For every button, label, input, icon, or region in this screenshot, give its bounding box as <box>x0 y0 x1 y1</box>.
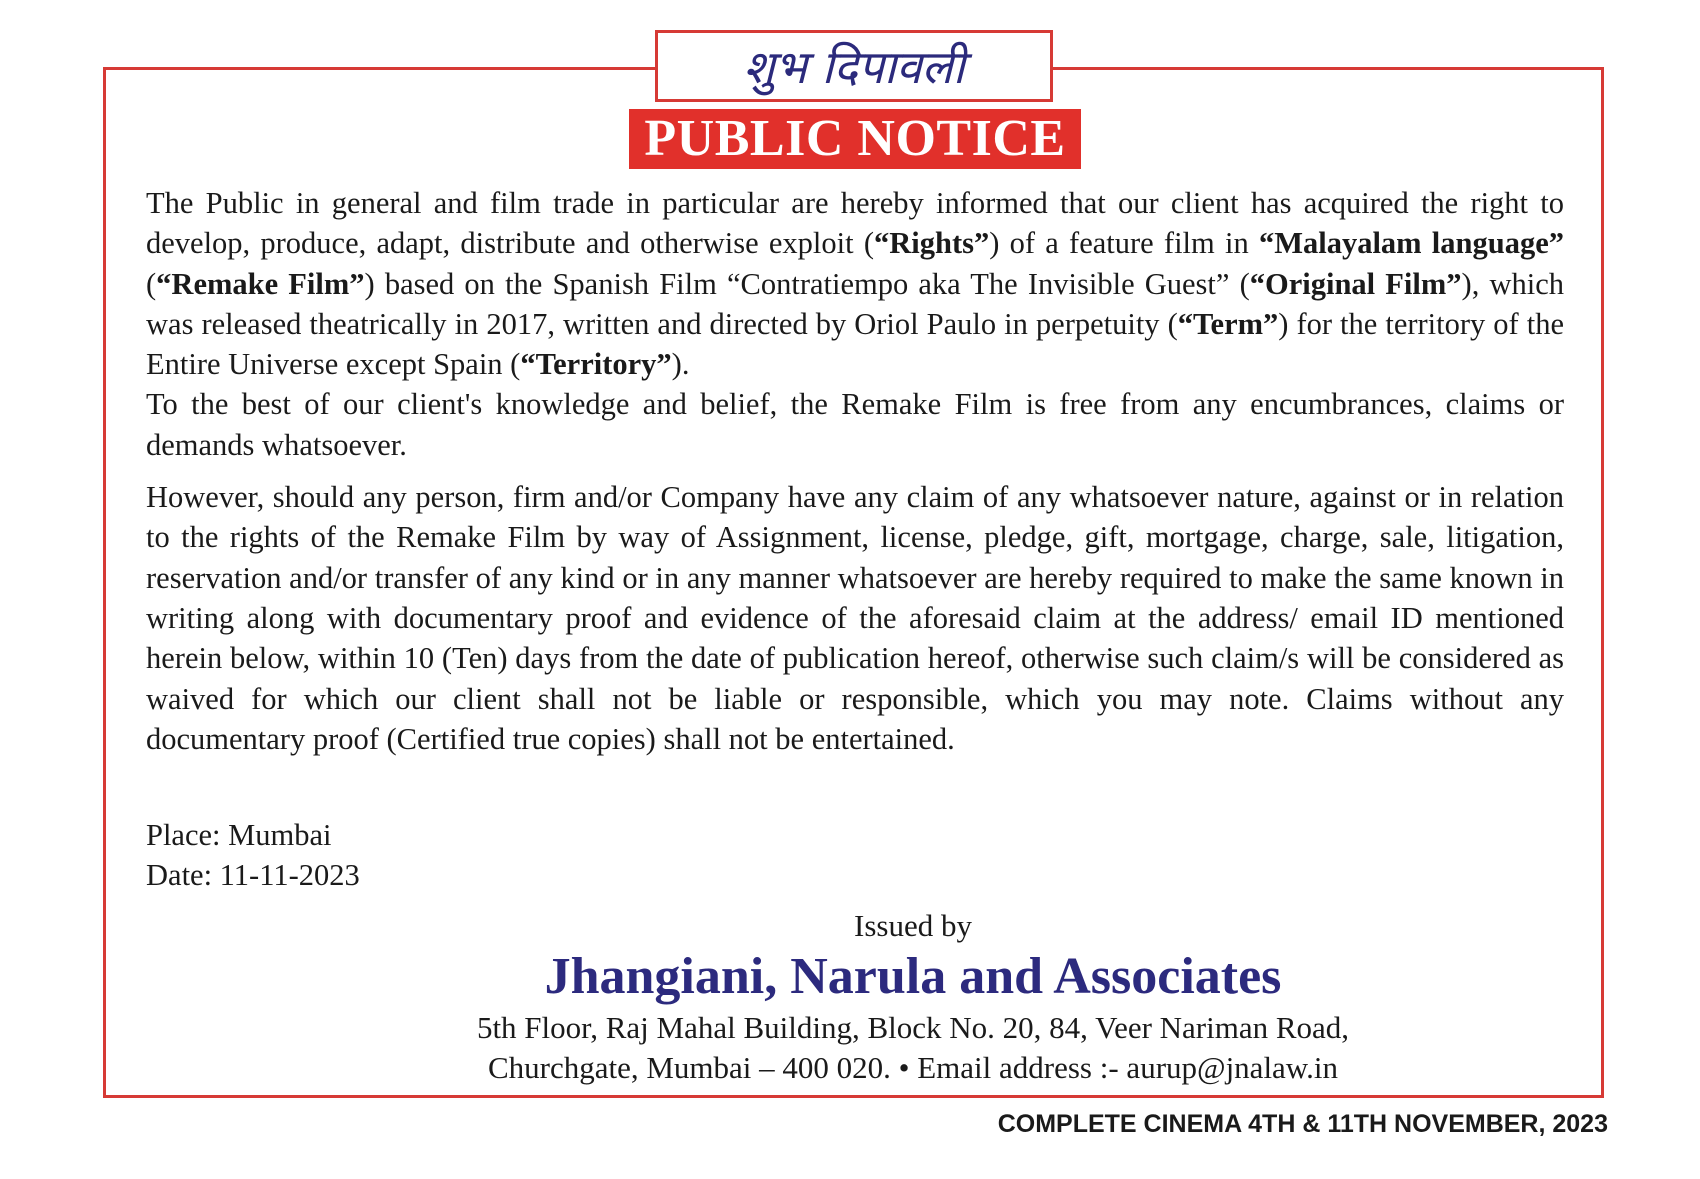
place-line: Place: Mumbai <box>146 818 332 852</box>
paragraph-belief: To the best of our client's knowledge and belief, the Remake Film is free from any encumbrances, claims or demands whatsoever. <box>146 387 1564 462</box>
date-line: Date: 11-11-2023 <box>146 858 360 892</box>
address-line-1: 5th Floor, Raj Mahal Building, Block No. 20, 84, Veer Nariman Road, <box>476 1010 1350 1045</box>
issued-by-label: Issued by <box>854 908 972 943</box>
notice-body <box>146 183 1564 759</box>
publication-footer: COMPLETE CINEMA 4TH & 11TH NOVEMBER, 2023 <box>997 1110 1608 1138</box>
paragraph-rights: The Public in general and film trade in particular are hereby informed that our client has acquired the right to develop, produce, adapt, distribute and otherwise exploit (“Rights”) of a feature film in “Malayalam language” (“Remake Film”) based on the Spanish Film “Contratiempo aka The Invisible Guest” (“Original Film”), which was released theatrically in 2017, written and directed by Oriol Paulo in perpetuity (“Term”) for the territory of the Entire Universe except Spain (“Territory”). <box>146 186 1564 382</box>
greeting-calligraphy <box>658 33 1050 99</box>
greeting-banner <box>655 30 1053 102</box>
place-date-block <box>146 815 360 895</box>
svg-text:शुभ दिपावली: शुभ दिपावली <box>743 40 965 94</box>
firm-address <box>0 1008 1700 1088</box>
paragraph-claims: However, should any person, firm and/or Company have any claim of any whatsoever nature, against or in relation to the rights of the Remake Film by way of Assignment, license, pledge, gift, mortgage, charge, sale, litigation, reservation and/or transfer of any kind or in any manner whatsoever are hereby required to make the same known in writing along with documentary proof and evidence of the aforesaid claim at the address/ email ID mentioned herein below, within 10 (Ten) days from the date of publication hereof, otherwise such claim/s will be considered as waived for which our client shall not be liable or responsible, which you may note. Claims without any documentary proof (Certified true copies) shall not be entertained. <box>146 480 1564 756</box>
firm-name: Jhangiani, Narula and Associates <box>544 948 1282 1005</box>
notice-title: PUBLIC NOTICE <box>629 109 1081 169</box>
address-line-2: Churchgate, Mumbai – 400 020. • Email address :- aurup@jnalaw.in <box>487 1050 1339 1085</box>
